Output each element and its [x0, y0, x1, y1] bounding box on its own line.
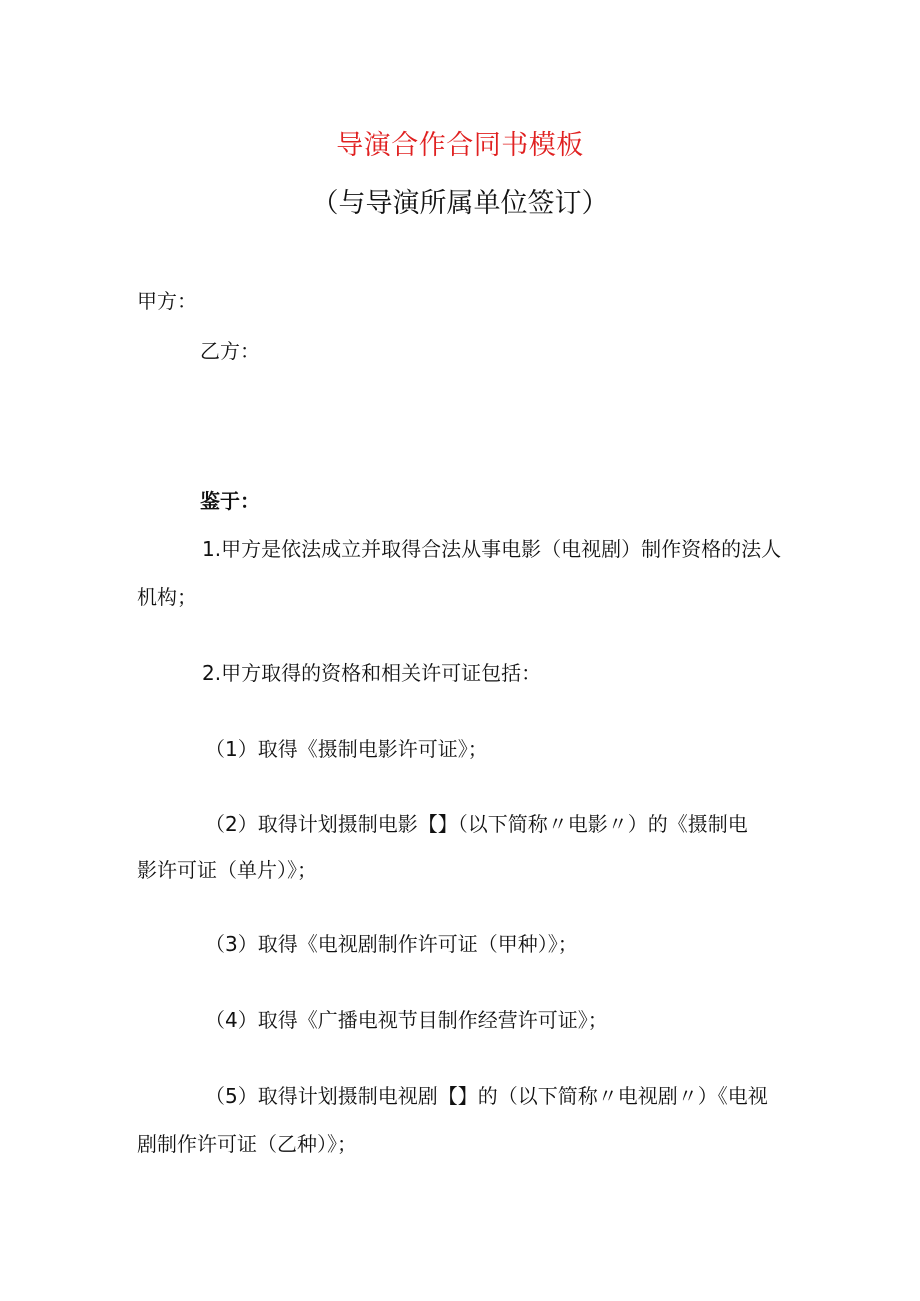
- document-subtitle: （与导演所属单位签订）: [311, 188, 609, 219]
- sub-item-1: （1）取得《摄制电影许可证》；: [205, 737, 488, 761]
- sub-item-2-line-2: 影许可证（单片）》；: [137, 858, 317, 882]
- party-b-label: 乙方：: [200, 339, 260, 363]
- sub-item-3: （3）取得《电视剧制作许可证（甲种）》；: [205, 932, 578, 956]
- sub-item-5-line-1: （5）取得计划摄制电视剧【】的（以下简称〃电视剧〃）《电视: [205, 1084, 768, 1108]
- item-1-line-2: 机构；: [137, 585, 197, 609]
- document-title: 导演合作合同书模板: [336, 130, 584, 161]
- sub-item-2-line-1: （2）取得计划摄制电影【】（以下简称〃电影〃）的《摄制电: [205, 812, 748, 836]
- sub-item-5-line-2: 剧制作许可证（乙种）》；: [137, 1132, 357, 1156]
- item-1-line-1: 1.甲方是依法成立并取得合法从事电影（电视剧）制作资格的法人: [202, 537, 782, 561]
- whereas-heading: 鉴于：: [200, 489, 260, 513]
- item-2: 2.甲方取得的资格和相关许可证包括：: [202, 661, 542, 685]
- sub-item-4: （4）取得《广播电视节目制作经营许可证》；: [205, 1008, 608, 1032]
- party-a-label: 甲方：: [137, 289, 197, 313]
